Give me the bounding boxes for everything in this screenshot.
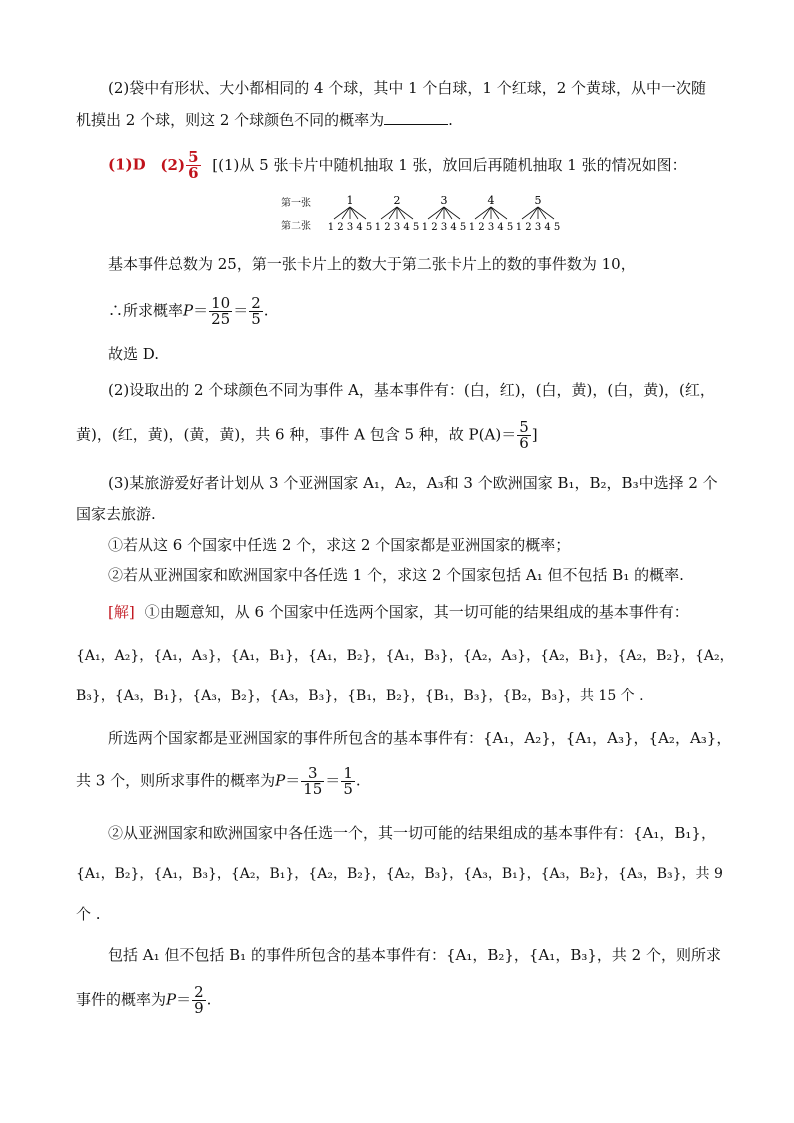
sol1-f1-den: 25: [211, 310, 231, 328]
incl-num: 2: [194, 983, 204, 1001]
sol1-f1-num: 10: [211, 294, 231, 312]
incl-line-2-prefix: 事件的概率为: [76, 990, 167, 1009]
asia-line-1: 所选两个国家都是亚洲国家的事件所包含的基本事件有：{A₁，A₂}，{A₁，A₃}，{A₂，A₃}，: [108, 729, 732, 747]
answer-2-fraction: [186, 150, 200, 181]
sol1-fraction-2: [249, 296, 263, 327]
tree-branch: [522, 207, 538, 219]
tree-branch: [491, 207, 499, 219]
tree-node: 5: [534, 194, 542, 207]
tree-leaves: 1 2 3 4 5: [374, 222, 420, 233]
sol2-line-2: [76, 420, 538, 451]
sol2-line-1: (2)设取出的 2 个球颜色不同为事件 A，基本事件有：(白，红)，(白，黄)，(白，黄)，(红，: [108, 381, 715, 399]
jie-line-1: [108, 602, 689, 622]
asia-line-2-prefix: 共 3 个，则所求事件的概率为: [76, 771, 276, 790]
sol2-fraction: [517, 420, 531, 451]
tree-row2-label: 第二张: [281, 221, 311, 232]
tree-branch: [444, 207, 460, 219]
each-line-3: 个 .: [76, 905, 101, 923]
sol1-choose: 故选 D.: [108, 345, 160, 363]
asia-f1-den: 15: [303, 780, 323, 798]
sol2-num: 5: [519, 418, 529, 436]
incl-den: 9: [194, 999, 204, 1017]
tree-branch: [397, 207, 413, 219]
tree-branch: [475, 207, 491, 219]
tree-branch: [350, 207, 358, 219]
asia-f2-den: 5: [343, 780, 353, 798]
answer-1: (1)D: [108, 155, 146, 174]
tree-branch: [483, 207, 491, 219]
asia-fraction-1: [301, 766, 324, 797]
each-line-2: {A₁，B₂}，{A₁，B₃}，{A₂，B₁}，{A₂，B₂}，{A₂，B₃}，{A₃，B₁}，{A₃，B₂}，{A₃，B₃}，共 9: [76, 866, 723, 882]
tree-leaves: 1 2 3 4 5: [515, 222, 561, 233]
sol1-f2-num: 2: [251, 294, 261, 312]
incl-fraction: [192, 985, 206, 1016]
sol1-P: P: [183, 301, 194, 320]
each-line-1: ②从亚洲国家和欧洲国家中各任选一个，其一切可能的结果组成的基本事件有：{A₁，B₁}，: [108, 824, 716, 842]
jie-line-1-text: ①由题意知，从 6 个国家中任选两个国家，其一切可能的结果组成的基本事件有：: [144, 603, 689, 621]
tree-branch: [334, 207, 350, 219]
q2-line-2: [76, 110, 453, 130]
tree-branches: [328, 194, 561, 233]
tree-node: 3: [440, 194, 448, 207]
q3-line-2: 国家去旅游.: [76, 505, 156, 523]
answer-line-text: [(1)从 5 张卡片中随机抽取 1 张，放回后再随机抽取 1 张的情况如图：: [212, 155, 687, 174]
tree-branch: [538, 207, 554, 219]
answer-line: [108, 150, 687, 181]
answer-2-den: 6: [188, 164, 199, 182]
q2-line-2-end: .: [448, 111, 453, 129]
sol1-probability: ∴所求概率P＝ $\frac{10}{25}$ ＝ $\frac{2}{5}$ .: [108, 294, 269, 328]
asia-fraction-2: [341, 766, 355, 797]
tree-row1-label: 第一张: [281, 198, 311, 209]
tree-node: 4: [487, 194, 495, 207]
sol2-line-2-text: 黄)，(红，黄)，(黄，黄)，共 6 种，事件 A 包含 5 种，故 P(A)＝: [76, 425, 517, 444]
sol1-line-1: 基本事件总数为 25，第一张卡片上的数大于第二张卡片上的数的事件数为 10，: [108, 255, 636, 273]
tree-branch: [342, 207, 350, 219]
sol1-prob-prefix: ∴所求概率: [108, 301, 184, 320]
incl-P: P: [166, 990, 177, 1009]
tree-leaves: 1 2 3 4 5: [468, 222, 514, 233]
tree-node: 1: [346, 194, 354, 207]
answer-2-num: 5: [188, 148, 199, 166]
tree-node: 2: [393, 194, 401, 207]
tree-branch: [530, 207, 538, 219]
jie-label: [解]: [108, 603, 135, 621]
tree-leaves: 1 2 3 4 5: [327, 222, 373, 233]
jie-line-3: B₃}，{A₃，B₁}，{A₃，B₂}，{A₃，B₃}，{B₁，B₂}，{B₁，B₃}，{B₂，B₃}，共 15 个 .: [76, 688, 644, 704]
tree-leaves: 1 2 3 4 5: [421, 222, 467, 233]
answer-blank: [384, 110, 448, 125]
q2-line-2-text: 机摸出 2 个球，则这 2 个球颜色不同的概率为: [76, 111, 385, 129]
tree-branch: [436, 207, 444, 219]
tree-branch: [381, 207, 397, 219]
asia-f2-num: 1: [343, 764, 353, 782]
tree-branch: [538, 207, 546, 219]
tree-diagram: [281, 193, 581, 241]
tree-branch: [444, 207, 452, 219]
tree-branch: [389, 207, 397, 219]
answer-2-prefix: (2): [160, 155, 186, 174]
jie-line-2: {A₁，A₂}，{A₁，A₃}，{A₁，B₁}，{A₁，B₂}，{A₁，B₃}，{A₂，A₃}，{A₂，B₁}，{A₂，B₂}，{A₂，: [76, 648, 734, 664]
incl-line-1: 包括 A₁ 但不包括 B₁ 的事件所包含的基本事件有：{A₁，B₂}，{A₁，B₃}，共 2 个，则所求: [108, 946, 721, 964]
sol1-fraction-1: [209, 296, 232, 327]
tree-branch: [491, 207, 507, 219]
asia-f1-num: 3: [301, 766, 324, 782]
asia-line-2: 共 3 个，则所求事件的概率为P＝ $\frac{3}{15}$ ＝ $\frac{1}{5}$ .: [76, 764, 361, 798]
sol1-f2-den: 5: [251, 310, 261, 328]
q2-line-1: (2)袋中有形状、大小都相同的 4 个球，其中 1 个白球，1 个红球，2 个黄球，从中一次随: [108, 79, 707, 97]
tree-branch: [428, 207, 444, 219]
q3-sub-1: ①若从这 6 个国家中任选 2 个，求这 2 个国家都是亚洲国家的概率；: [108, 536, 571, 554]
tree-branch: [397, 207, 405, 219]
incl-line-2: 事件的概率为P＝ $\frac{2}{9}$ .: [76, 983, 212, 1017]
q3-sub-2: ②若从亚洲国家和欧洲国家中各任选 1 个，求这 2 个国家包括 A₁ 但不包括 B₁ 的概率.: [108, 566, 684, 584]
q3-line-1: (3)某旅游爱好者计划从 3 个亚洲国家 A₁，A₂，A₃和 3 个欧洲国家 B₁，B₂，B₃中选择 2 个: [108, 474, 718, 492]
tree-branch: [350, 207, 366, 219]
asia-P: P: [275, 771, 286, 790]
sol2-den: 6: [519, 434, 529, 452]
sol2-end: ]: [531, 425, 538, 444]
